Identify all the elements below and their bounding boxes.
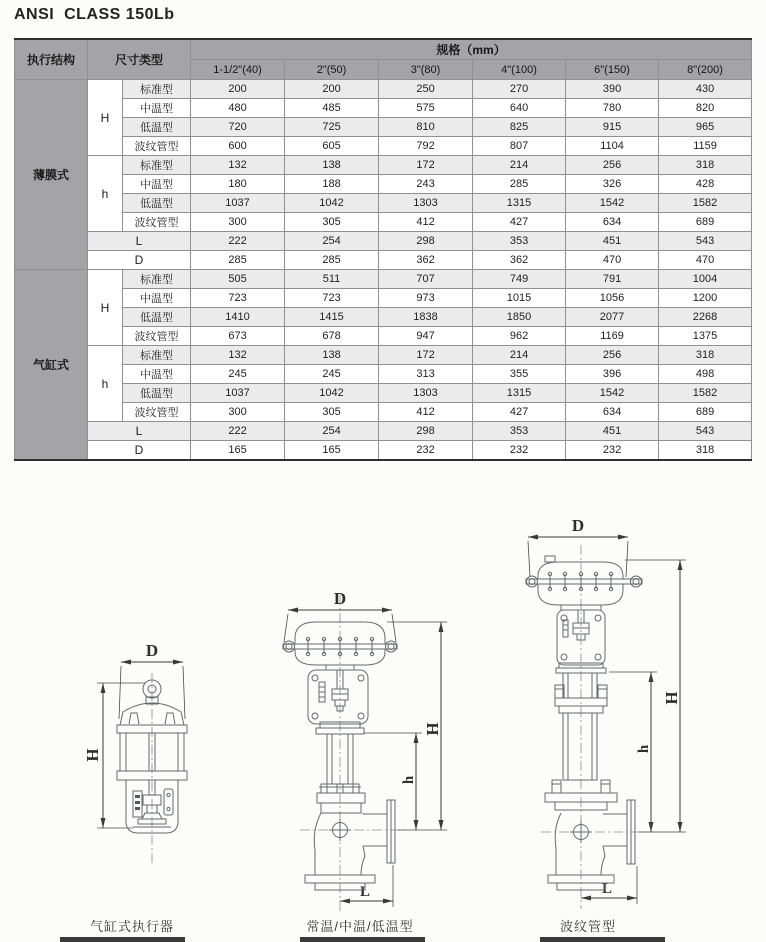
type-label: 标准型	[123, 80, 191, 99]
figures-section	[0, 498, 766, 942]
value-cell: 543	[659, 232, 752, 251]
table-row	[15, 384, 752, 403]
type-label: 标准型	[123, 156, 191, 175]
value-cell: 1375	[659, 327, 752, 346]
value-cell: 915	[566, 118, 659, 137]
value-cell: 412	[379, 213, 473, 232]
table-row	[15, 99, 752, 118]
table-row	[15, 118, 752, 137]
value-cell: 214	[473, 156, 566, 175]
table-row	[15, 441, 752, 461]
table-header	[15, 39, 752, 80]
value-cell: 470	[659, 251, 752, 270]
table-row	[15, 213, 752, 232]
value-cell: 723	[191, 289, 285, 308]
value-cell: 1410	[191, 308, 285, 327]
value-cell: 749	[473, 270, 566, 289]
table-row	[15, 422, 752, 441]
value-cell: 962	[473, 327, 566, 346]
value-cell: 245	[191, 365, 285, 384]
value-cell: 2268	[659, 308, 752, 327]
value-cell: 1850	[473, 308, 566, 327]
col-header-exec-structure: 执行结构	[15, 39, 88, 80]
value-cell: 2077	[566, 308, 659, 327]
value-cell: 172	[379, 156, 473, 175]
value-cell: 1004	[659, 270, 752, 289]
value-cell: 600	[191, 137, 285, 156]
value-cell: 1015	[473, 289, 566, 308]
table-row	[15, 270, 752, 289]
cylinder-actuator-drawing	[53, 633, 253, 873]
value-cell: 245	[285, 365, 379, 384]
type-label: 中温型	[123, 365, 191, 384]
table-row	[15, 251, 752, 270]
scan-edge-artifact	[300, 937, 425, 942]
type-label: 波纹管型	[123, 137, 191, 156]
value-cell: 780	[566, 99, 659, 118]
dimension-H	[387, 622, 447, 830]
value-cell: 689	[659, 213, 752, 232]
table-row	[15, 365, 752, 384]
dim-label-D: D	[333, 589, 347, 608]
actuator-body	[117, 680, 187, 833]
value-cell: 188	[285, 175, 379, 194]
dim-letter: L	[88, 422, 191, 441]
value-cell: 973	[379, 289, 473, 308]
value-cell: 947	[379, 327, 473, 346]
dim-letter: D	[88, 441, 191, 461]
value-cell: 1315	[473, 384, 566, 403]
value-cell: 1169	[566, 327, 659, 346]
dimensions-table	[14, 38, 752, 461]
value-cell: 1104	[566, 137, 659, 156]
header-row	[15, 39, 752, 60]
type-label: 中温型	[123, 175, 191, 194]
dimension-h	[364, 733, 422, 830]
scan-edge-artifact	[540, 937, 665, 942]
dim-letter: H	[88, 270, 123, 346]
value-cell: 673	[191, 327, 285, 346]
value-cell: 810	[379, 118, 473, 137]
value-cell: 256	[566, 346, 659, 365]
value-cell: 634	[566, 213, 659, 232]
value-cell: 575	[379, 99, 473, 118]
value-cell: 285	[473, 175, 566, 194]
value-cell: 1200	[659, 289, 752, 308]
dimension-L	[581, 866, 637, 904]
value-cell: 232	[473, 441, 566, 461]
group-diaphragm	[15, 80, 752, 270]
value-cell: 318	[659, 441, 752, 461]
value-cell: 1542	[566, 194, 659, 213]
table-row	[15, 403, 752, 422]
value-cell: 355	[473, 365, 566, 384]
value-cell: 200	[285, 80, 379, 99]
table-row	[15, 175, 752, 194]
type-label: 标准型	[123, 270, 191, 289]
value-cell: 1582	[659, 194, 752, 213]
value-cell: 318	[659, 346, 752, 365]
size-header: 4"(100)	[473, 60, 566, 80]
dimension-h	[609, 672, 657, 832]
value-cell: 511	[285, 270, 379, 289]
group-label: 薄膜式	[15, 80, 88, 270]
value-cell: 318	[659, 156, 752, 175]
value-cell: 305	[285, 213, 379, 232]
size-header: 2"(50)	[285, 60, 379, 80]
table-row	[15, 232, 752, 251]
value-cell: 285	[191, 251, 285, 270]
table-row	[15, 346, 752, 365]
value-cell: 250	[379, 80, 473, 99]
dim-label-L: L	[359, 884, 371, 900]
type-label: 波纹管型	[123, 327, 191, 346]
table-row	[15, 289, 752, 308]
table-row	[15, 156, 752, 175]
dimension-D	[528, 516, 628, 577]
value-cell: 634	[566, 403, 659, 422]
yoke	[308, 665, 368, 734]
value-cell: 222	[191, 422, 285, 441]
value-cell: 214	[473, 346, 566, 365]
value-cell: 430	[659, 80, 752, 99]
size-header: 8"(200)	[659, 60, 752, 80]
value-cell: 1042	[285, 384, 379, 403]
type-label: 低温型	[123, 194, 191, 213]
value-cell: 1159	[659, 137, 752, 156]
dim-label-D: D	[145, 641, 159, 660]
value-cell: 138	[285, 346, 379, 365]
value-cell: 172	[379, 346, 473, 365]
table-row	[15, 194, 752, 213]
value-cell: 270	[473, 80, 566, 99]
type-label: 波纹管型	[123, 403, 191, 422]
actuator-dome	[526, 556, 642, 605]
col-header-spec: 规格（mm）	[191, 39, 752, 60]
dim-letter: h	[88, 346, 123, 422]
group-cylinder	[15, 270, 752, 461]
value-cell: 427	[473, 403, 566, 422]
value-cell: 390	[566, 80, 659, 99]
value-cell: 300	[191, 213, 285, 232]
type-label: 低温型	[123, 384, 191, 403]
value-cell: 1838	[379, 308, 473, 327]
dim-label-h: h	[401, 775, 417, 785]
figure-caption-bellows-type: 波纹管型	[559, 919, 617, 934]
value-cell: 485	[285, 99, 379, 118]
group-label: 气缸式	[15, 270, 88, 461]
value-cell: 428	[659, 175, 752, 194]
dim-label-L: L	[601, 881, 613, 897]
type-label: 中温型	[123, 99, 191, 118]
dim-label-h: h	[636, 744, 652, 754]
value-cell: 396	[566, 365, 659, 384]
value-cell: 232	[379, 441, 473, 461]
col-header-size-type: 尺寸类型	[88, 39, 191, 80]
value-cell: 165	[285, 441, 379, 461]
value-cell: 1037	[191, 194, 285, 213]
value-cell: 298	[379, 422, 473, 441]
type-label: 标准型	[123, 346, 191, 365]
type-label: 低温型	[123, 308, 191, 327]
bellows-valve-drawing	[493, 513, 708, 915]
diaphragm-valve-drawing	[248, 543, 463, 921]
value-cell: 707	[379, 270, 473, 289]
table-row	[15, 80, 752, 99]
value-cell: 1415	[285, 308, 379, 327]
dim-label-H: H	[83, 748, 102, 762]
value-cell: 298	[379, 232, 473, 251]
dimension-L	[340, 865, 393, 907]
value-cell: 254	[285, 232, 379, 251]
valve-body	[305, 734, 395, 890]
dimension-H	[83, 683, 145, 828]
value-cell: 132	[191, 346, 285, 365]
dim-label-D: D	[571, 516, 585, 535]
value-cell: 326	[566, 175, 659, 194]
size-header: 3"(80)	[379, 60, 473, 80]
value-cell: 825	[473, 118, 566, 137]
value-cell: 498	[659, 365, 752, 384]
value-cell: 165	[191, 441, 285, 461]
value-cell: 451	[566, 422, 659, 441]
value-cell: 300	[191, 403, 285, 422]
value-cell: 1315	[473, 194, 566, 213]
value-cell: 362	[379, 251, 473, 270]
value-cell: 451	[566, 232, 659, 251]
value-cell: 640	[473, 99, 566, 118]
dim-label-H: H	[423, 722, 442, 736]
value-cell: 232	[566, 441, 659, 461]
value-cell: 791	[566, 270, 659, 289]
value-cell: 285	[285, 251, 379, 270]
value-cell: 222	[191, 232, 285, 251]
figure-caption-standard-types: 常温/中温/低温型	[306, 919, 414, 934]
dim-label-H: H	[662, 691, 681, 705]
value-cell: 427	[473, 213, 566, 232]
scan-edge-artifact	[60, 937, 185, 942]
value-cell: 720	[191, 118, 285, 137]
value-cell: 965	[659, 118, 752, 137]
value-cell: 505	[191, 270, 285, 289]
table-row	[15, 308, 752, 327]
value-cell: 792	[379, 137, 473, 156]
value-cell: 470	[566, 251, 659, 270]
value-cell: 362	[473, 251, 566, 270]
size-header: 1-1/2"(40)	[191, 60, 285, 80]
table-row	[15, 137, 752, 156]
dimension-H	[625, 560, 686, 832]
value-cell: 1542	[566, 384, 659, 403]
value-cell: 678	[285, 327, 379, 346]
value-cell: 543	[659, 422, 752, 441]
value-cell: 353	[473, 422, 566, 441]
type-label: 低温型	[123, 118, 191, 137]
dim-letter: H	[88, 80, 123, 156]
value-cell: 256	[566, 156, 659, 175]
value-cell: 243	[379, 175, 473, 194]
value-cell: 412	[379, 403, 473, 422]
figure-caption-cylinder-actuator: 气缸式执行器	[89, 919, 175, 934]
value-cell: 480	[191, 99, 285, 118]
type-label: 波纹管型	[123, 213, 191, 232]
value-cell: 1056	[566, 289, 659, 308]
valve-body	[548, 800, 635, 890]
dim-letter: D	[88, 251, 191, 270]
value-cell: 254	[285, 422, 379, 441]
type-label: 中温型	[123, 289, 191, 308]
value-cell: 138	[285, 156, 379, 175]
value-cell: 305	[285, 403, 379, 422]
dim-letter: h	[88, 156, 123, 232]
value-cell: 313	[379, 365, 473, 384]
value-cell: 1303	[379, 384, 473, 403]
value-cell: 353	[473, 232, 566, 251]
value-cell: 1042	[285, 194, 379, 213]
value-cell: 1037	[191, 384, 285, 403]
value-cell: 1582	[659, 384, 752, 403]
page-title: ANSI CLASS 150Lb	[14, 6, 175, 23]
value-cell: 180	[191, 175, 285, 194]
value-cell: 807	[473, 137, 566, 156]
value-cell: 132	[191, 156, 285, 175]
value-cell: 723	[285, 289, 379, 308]
size-header: 6"(150)	[566, 60, 659, 80]
value-cell: 605	[285, 137, 379, 156]
dim-letter: L	[88, 232, 191, 251]
value-cell: 200	[191, 80, 285, 99]
value-cell: 725	[285, 118, 379, 137]
table-row	[15, 327, 752, 346]
value-cell: 689	[659, 403, 752, 422]
value-cell: 1303	[379, 194, 473, 213]
value-cell: 820	[659, 99, 752, 118]
